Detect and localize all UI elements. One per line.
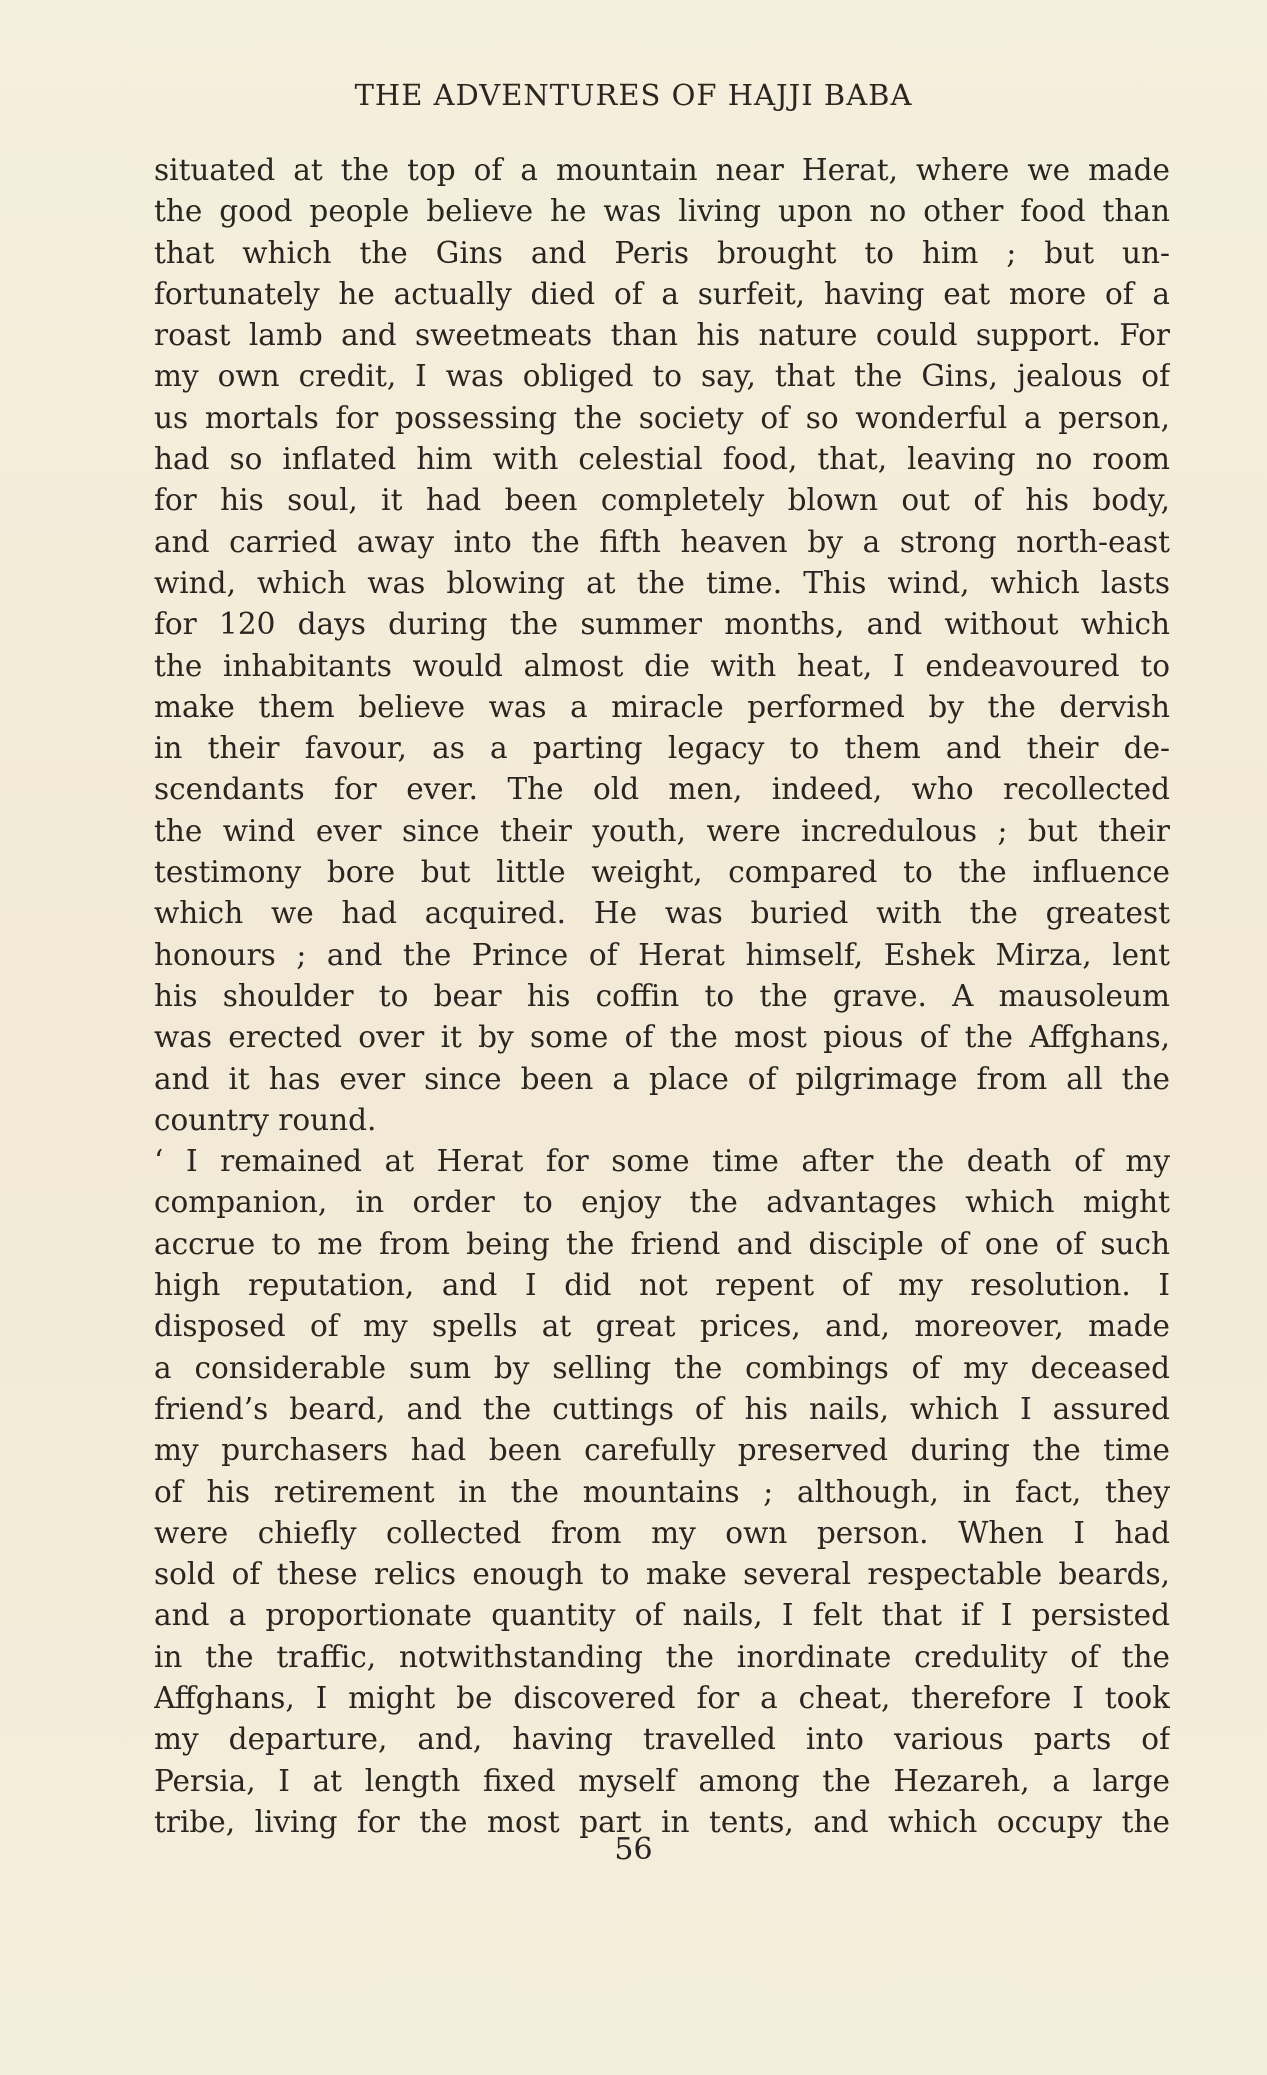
text-line: which we had acquired. He was buried with the greatest	[154, 896, 1170, 931]
text-line: were chiefly collected from my own person. When I had	[154, 1515, 1170, 1550]
text-line: roast lamb and sweetmeats than his nature could support. For	[154, 318, 1170, 353]
page-number: 56	[614, 1832, 653, 1867]
text-line: his shoulder to bear his coffin to the grave. A mausoleum	[154, 978, 1170, 1013]
text-line: my purchasers had been carefully preserved during the time	[154, 1433, 1170, 1468]
text-line: sold of these relics enough to make several respectable beards,	[154, 1557, 1170, 1592]
text-line: the inhabitants would almost die with heat, I endeavoured to	[154, 648, 1170, 683]
text-line: ‘ I remained at Herat for some time after the death of my	[154, 1144, 1170, 1179]
text-line: us mortals for possessing the society of so wonderful a person,	[154, 400, 1170, 435]
text-line: that which the Gins and Peris brought to him ; but un-	[154, 235, 1170, 270]
text-line: for 120 days during the summer months, and without which	[154, 607, 1170, 642]
text-line: honours ; and the Prince of Herat himself, Eshek Mirza, lent	[154, 937, 1170, 972]
text-line: a considerable sum by selling the combings of my deceased	[154, 1350, 1170, 1385]
text-line: my own credit, I was obliged to say, that the Gins, jealous of	[154, 359, 1170, 394]
text-line: was erected over it by some of the most pious of the Affghans,	[154, 1020, 1170, 1055]
text-line: in the traffic, notwithstanding the inordinate credulity of the	[154, 1639, 1170, 1674]
text-line: accrue to me from being the friend and disciple of one of such	[154, 1226, 1170, 1261]
text-line: tribe, living for the most part in tents, and which occupy the	[154, 1804, 1170, 1839]
body-text	[154, 150, 1170, 1843]
text-line: disposed of my spells at great prices, and, moreover, made	[154, 1309, 1170, 1344]
text-line: and carried away into the fifth heaven by a strong north-east	[154, 524, 1170, 559]
text-line: in their favour, as a parting legacy to them and their de-	[154, 731, 1170, 766]
text-line: my departure, and, having travelled into various parts of	[154, 1722, 1170, 1757]
text-line: and it has ever since been a place of pilgrimage from all the	[154, 1061, 1170, 1096]
text-line: testimony bore but little weight, compared to the influence	[154, 855, 1170, 890]
text-line: friend’s beard, and the cuttings of his nails, which I assured	[154, 1391, 1170, 1426]
text-line: Persia, I at length fixed myself among the Hezareh, a large	[154, 1763, 1170, 1798]
text-line: for his soul, it had been completely blown out of his body,	[154, 483, 1170, 518]
text-line: country round.	[154, 1102, 377, 1137]
text-line: had so inflated him with celestial food, that, leaving no room	[154, 442, 1170, 477]
text-line: make them believe was a miracle performed by the dervish	[154, 689, 1170, 724]
text-line: scendants for ever. The old men, indeed, who recollected	[154, 772, 1170, 807]
text-line: the wind ever since their youth, were incredulous ; but their	[154, 813, 1170, 848]
text-line: fortunately he actually died of a surfeit, having eat more of a	[154, 276, 1170, 311]
text-line: companion, in order to enjoy the advantages which might	[154, 1185, 1170, 1220]
text-line: Affghans, I might be discovered for a cheat, therefore I took	[154, 1680, 1170, 1715]
text-line: and a proportionate quantity of nails, I felt that if I persisted	[154, 1598, 1170, 1633]
text-line: of his retirement in the mountains ; although, in fact, they	[154, 1474, 1170, 1509]
text-line: high reputation, and I did not repent of my resolution. I	[154, 1268, 1170, 1303]
running-head: THE ADVENTURES OF HAJJI BABA	[354, 78, 913, 112]
text-line: wind, which was blowing at the time. This wind, which lasts	[154, 565, 1170, 600]
text-line: the good people believe he was living upon no other food than	[154, 194, 1170, 229]
text-line: situated at the top of a mountain near Herat, where we made	[154, 153, 1170, 187]
